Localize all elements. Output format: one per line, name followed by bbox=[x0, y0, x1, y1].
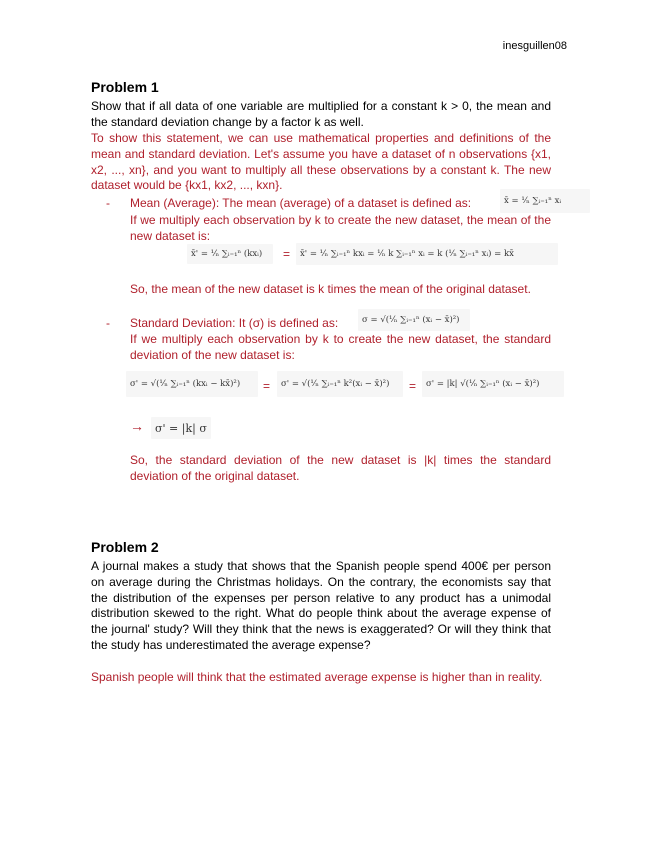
sd-explanation: If we multiply each observation by k to create the new dataset, the standard deviation of the new dataset is: bbox=[130, 332, 551, 362]
sd-definition-label: Standard Deviation: It (σ) is defined as: bbox=[130, 316, 339, 330]
mean-definition-label: Mean (Average): The mean (average) of a dataset is defined as: bbox=[130, 196, 472, 210]
sd-new-formula-3: σ' = |k| √(¹⁄ₙ ∑ᵢ₌₁ⁿ (xᵢ − x̄)²) bbox=[422, 371, 564, 397]
sd-result-formula: σ' = |k| σ bbox=[151, 417, 211, 439]
author-username: inesguillen08 bbox=[502, 40, 567, 52]
problem-1-statement: Show that if all data of one variable are multiplied for a constant k > 0, the mean and the standard deviation change by a factor k as well. bbox=[91, 99, 551, 129]
mean-formula: x̄ = ¹⁄ₙ ∑ᵢ₌₁ⁿ xᵢ bbox=[500, 189, 590, 213]
problem-2-statement: A journal makes a study that shows that the Spanish people spend 400€ per person on average during the Christmas holidays. On the contrary, the economists say that the distribution of the expenses per person relative to any product has a unimodal distribution skewed to the right. What do people think about the average expense of the journal' study? Will they think that the news is exaggerated? Or will they think that the study has underestimated the average expense? bbox=[91, 559, 551, 652]
sd-formula: σ = √(¹⁄ₙ ∑ᵢ₌₁ⁿ (xᵢ − x̄)²) bbox=[358, 309, 470, 331]
bullet-marker: - bbox=[106, 316, 110, 330]
problem-2-answer: Spanish people will think that the estimated average expense is higher than in reality. bbox=[91, 670, 543, 684]
sd-conclusion: So, the standard deviation of the new dataset is |k| times the standard deviation of the original dataset. bbox=[130, 453, 551, 483]
sd-new-formula-2: σ' = √(¹⁄ₙ ∑ᵢ₌₁ⁿ k²(xᵢ − x̄)²) bbox=[277, 371, 403, 397]
problem-1-intro: To show this statement, we can use mathematical properties and definitions of the mean and standard deviation. Let's assume you have a dataset of n observations {x1, x2, ..., xn}, and you want to multiply all these observations by a constant k. The new dataset would be {kx1, kx2, ..., kxn}. bbox=[91, 131, 551, 193]
mean-new-formula-2: x̄' = ¹⁄ₙ ∑ᵢ₌₁ⁿ kxᵢ = ¹⁄ₙ k ∑ᵢ₌₁ⁿ xᵢ = k (¹⁄ₙ ∑ᵢ₌₁ⁿ xᵢ) = kx̄ bbox=[296, 243, 558, 265]
arrow-icon: → bbox=[130, 418, 144, 434]
equals-sign: = bbox=[263, 379, 271, 393]
mean-new-formula-1: x̄' = ¹⁄ₙ ∑ᵢ₌₁ⁿ (kxᵢ) bbox=[187, 244, 273, 264]
sd-new-formula-1: σ' = √(¹⁄ₙ ∑ᵢ₌₁ⁿ (kxᵢ − kx̄)²) bbox=[126, 371, 258, 397]
mean-conclusion: So, the mean of the new dataset is k times the mean of the original dataset. bbox=[130, 282, 531, 296]
problem-2-heading: Problem 2 bbox=[91, 539, 159, 555]
mean-explanation: If we multiply each observation by k to create the new dataset, the mean of the new dataset is: bbox=[130, 213, 551, 243]
equals-sign: = bbox=[409, 379, 417, 393]
problem-1-heading: Problem 1 bbox=[91, 79, 159, 95]
bullet-marker: - bbox=[106, 196, 110, 210]
equals-sign: = bbox=[283, 247, 291, 261]
